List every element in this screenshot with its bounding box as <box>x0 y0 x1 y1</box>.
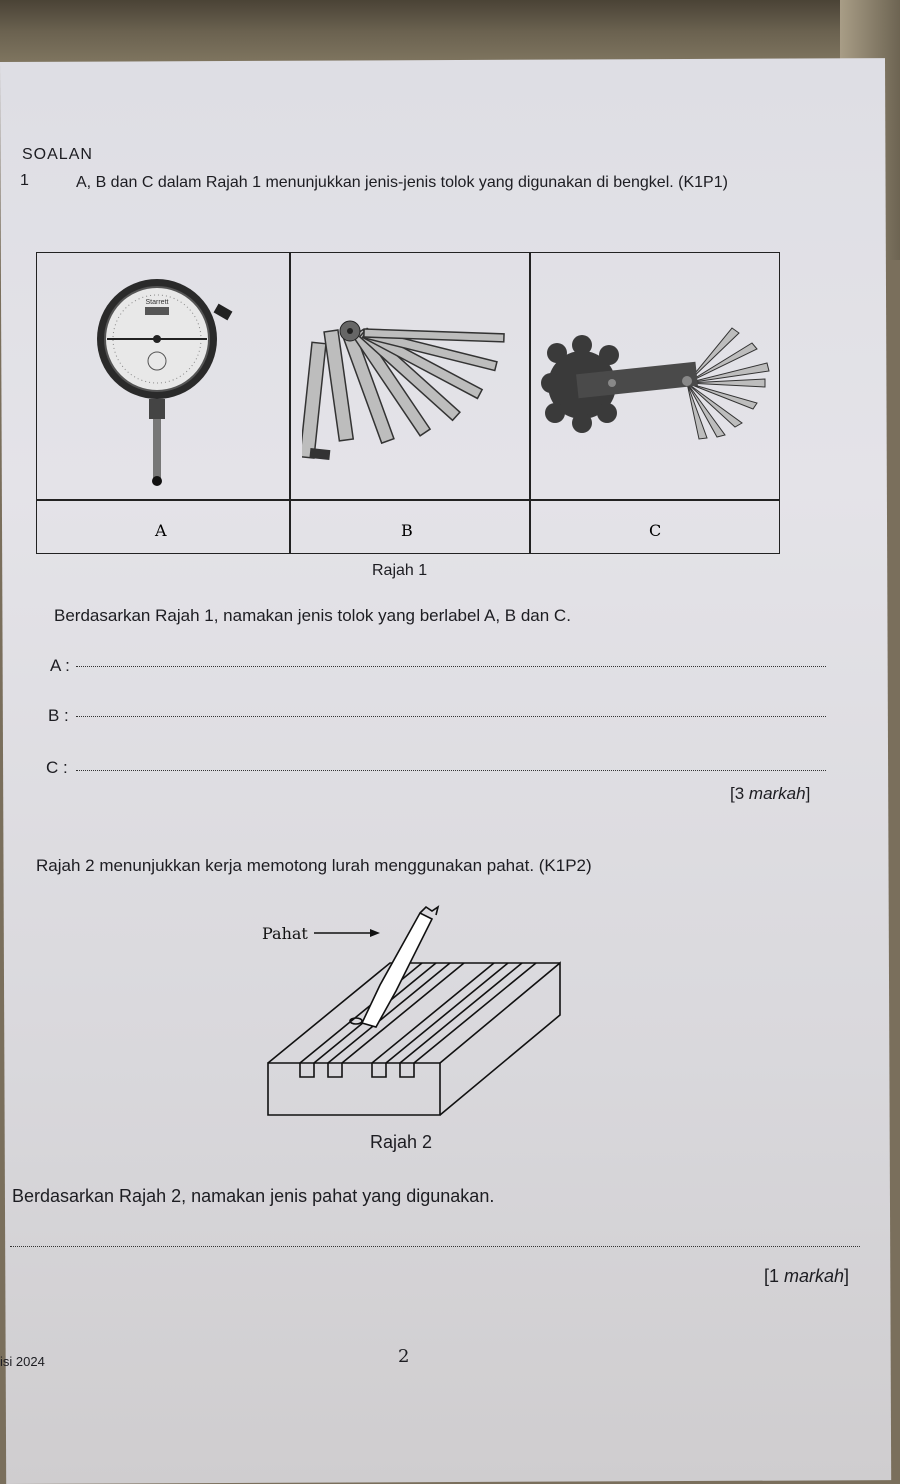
table-divider <box>37 499 779 501</box>
answer-line-q2[interactable] <box>10 1246 860 1247</box>
page-number: 2 <box>398 1346 410 1367</box>
figure-1-caption: Rajah 1 <box>372 562 428 579</box>
figure-2-caption: Rajah 2 <box>370 1132 433 1152</box>
answer-line-b[interactable] <box>76 716 826 717</box>
table-divider <box>529 253 531 553</box>
figure-label-a: A <box>155 521 167 540</box>
table-divider <box>289 253 291 553</box>
answer-label-a: A : <box>50 656 70 675</box>
section-heading: SOALAN <box>22 146 93 163</box>
question-1-marks: [3 markah] <box>730 784 811 803</box>
question-2-marks: [1 markah] <box>764 1266 850 1286</box>
dial-brand-text: Starrett <box>145 299 169 306</box>
figure-label-b: B <box>401 521 413 540</box>
footer-text: isi 2024 <box>0 1354 45 1369</box>
figure-label-c: C <box>649 521 662 540</box>
answer-label-c: C : <box>46 758 68 777</box>
question-number: 1 <box>20 172 29 189</box>
chisel-label: Pahat <box>262 924 308 943</box>
screw-pitch-gauge-image <box>537 313 777 453</box>
answer-label-b: B : <box>48 706 69 725</box>
question-1-prompt: Berdasarkan Rajah 1, namakan jenis tolok yang berlabel A, B dan C. <box>54 606 571 625</box>
answer-line-c[interactable] <box>76 770 826 771</box>
answer-line-a[interactable] <box>76 666 826 667</box>
grooving-chisel-diagram <box>250 905 570 1125</box>
question-1-stem: A, B dan C dalam Rajah 1 menunjukkan jenis-jenis tolok yang digunakan di bengkel. (K1P1) <box>76 174 728 191</box>
question-2-prompt: Berdasarkan Rajah 2, namakan jenis pahat yang digunakan. <box>12 1186 495 1206</box>
dial-indicator-image <box>87 269 247 499</box>
figure-1-table <box>36 252 780 554</box>
feeler-gauge-image <box>302 313 522 473</box>
question-2-stem: Rajah 2 menunjukkan kerja memotong lurah menggunakan pahat. (K1P2) <box>36 856 592 875</box>
